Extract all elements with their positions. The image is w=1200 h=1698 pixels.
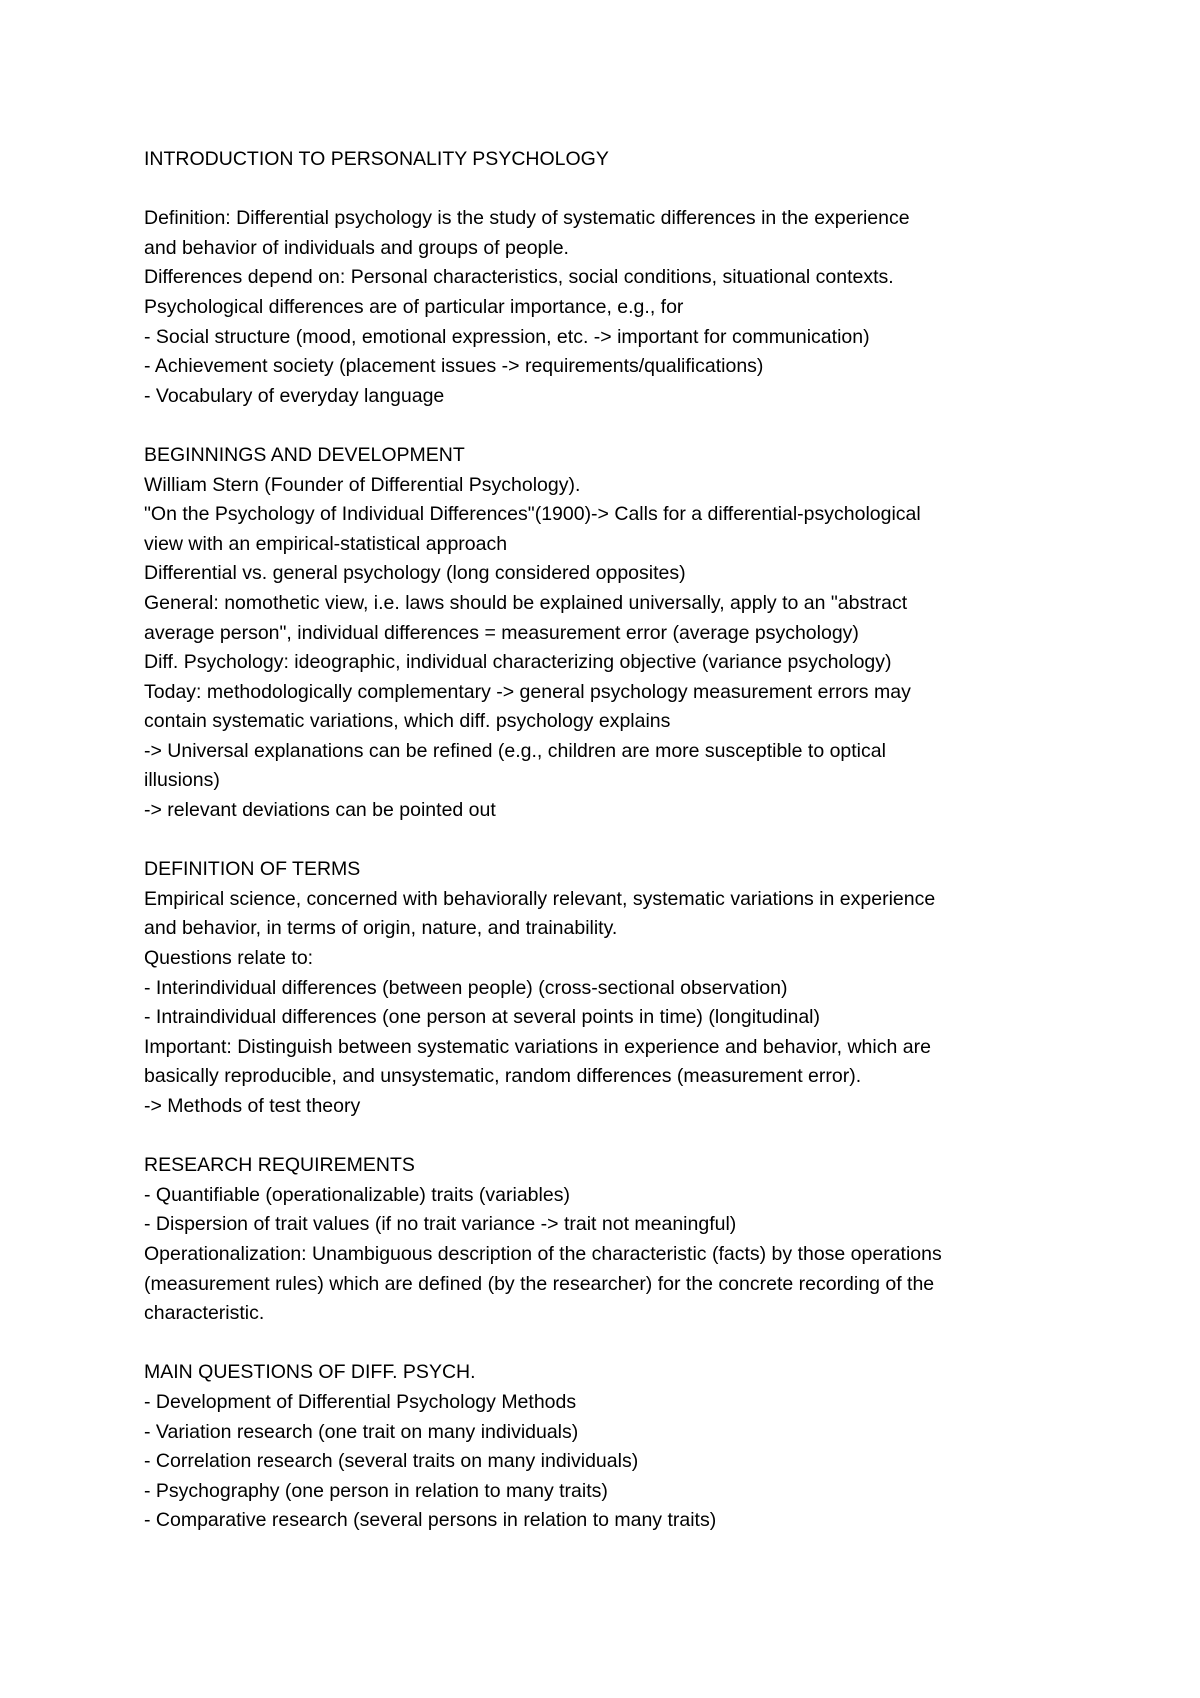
body-line: General: nomothetic view, i.e. laws should be explained universally, apply to an "abstract (144, 591, 908, 614)
body-line: and behavior, in terms of origin, nature, and trainability. (144, 917, 618, 940)
body-line: - Correlation research (several traits on many individuals) (144, 1450, 639, 1473)
body-line: - Social structure (mood, emotional expression, etc. -> important for communication) (144, 325, 870, 348)
body-line: - Comparative research (several persons in relation to many traits) (144, 1509, 717, 1532)
body-line: - Dispersion of trait values (if no trait variance -> trait not meaningful) (144, 1213, 737, 1236)
body-line: Important: Distinguish between systematic variations in experience and behavior, which are (144, 1035, 931, 1058)
body-line: Empirical science, concerned with behaviorally relevant, systematic variations in experience (144, 887, 936, 910)
body-line: basically reproducible, and unsystematic, random differences (measurement error). (144, 1065, 862, 1088)
body-line: contain systematic variations, which diff. psychology explains (144, 710, 671, 733)
document-section (144, 441, 1084, 826)
body-line: William Stern (Founder of Differential Psychology). (144, 473, 581, 496)
body-line: -> Methods of test theory (144, 1095, 361, 1117)
body-line: - Psychography (one person in relation to many traits) (144, 1479, 608, 1502)
section-gap (144, 411, 1084, 441)
document-page (144, 145, 1084, 1536)
body-line: - Intraindividual differences (one person at several points in time) (longitudinal) (144, 1006, 820, 1029)
section-heading: BEGINNINGS AND DEVELOPMENT (144, 443, 465, 466)
body-line: - Achievement society (placement issues -> requirements/qualifications) (144, 355, 764, 378)
body-line: - Vocabulary of everyday language (144, 384, 445, 407)
body-line: Operationalization: Unambiguous description of the characteristic (facts) by those operations (144, 1242, 942, 1265)
body-line: "On the Psychology of Individual Differences"(1900)-> Calls for a differential-psychological (144, 503, 921, 526)
document-section (144, 1358, 1084, 1536)
body-line: Questions relate to: (144, 947, 314, 970)
section-heading: DEFINITION OF TERMS (144, 858, 361, 881)
body-line: - Variation research (one trait on many individuals) (144, 1420, 579, 1443)
blank-line (144, 175, 1084, 205)
body-line: characteristic. (144, 1302, 265, 1325)
body-line: illusions) (144, 769, 220, 792)
body-line: -> Universal explanations can be refined (e.g., children are more susceptible to optical (144, 739, 886, 762)
body-line: and behavior of individuals and groups of people. (144, 236, 569, 259)
body-line: - Quantifiable (operationalizable) traits (variables) (144, 1183, 570, 1206)
body-line: Differences depend on: Personal characteristics, social conditions, situational contexts. (144, 266, 894, 289)
document-section (144, 145, 1084, 411)
section-heading: MAIN QUESTIONS OF DIFF. PSYCH. (144, 1361, 476, 1384)
section-gap (144, 1329, 1084, 1359)
section-heading: RESEARCH REQUIREMENTS (144, 1154, 415, 1177)
document-section (144, 1151, 1084, 1329)
body-line: (measurement rules) which are defined (by the researcher) for the concrete recording of the (144, 1272, 935, 1295)
section-heading: INTRODUCTION TO PERSONALITY PSYCHOLOGY (144, 148, 609, 170)
section-gap (144, 826, 1084, 856)
section-gap (144, 1122, 1084, 1152)
body-line: Definition: Differential psychology is the study of systematic differences in the experience (144, 207, 910, 230)
body-line: average person", individual differences = measurement error (average psychology) (144, 621, 859, 644)
body-line: -> relevant deviations can be pointed out (144, 799, 496, 822)
body-line: view with an empirical-statistical approach (144, 532, 508, 555)
body-line: Psychological differences are of particular importance, e.g., for (144, 295, 684, 318)
body-line: Diff. Psychology: ideographic, individual characterizing objective (variance psychology) (144, 651, 892, 674)
body-line: - Interindividual differences (between people) (cross-sectional observation) (144, 976, 788, 999)
body-line: - Development of Differential Psychology Methods (144, 1390, 577, 1413)
body-line: Differential vs. general psychology (long considered opposites) (144, 562, 686, 585)
body-line: Today: methodologically complementary -> general psychology measurement errors may (144, 680, 911, 703)
document-section (144, 855, 1084, 1121)
